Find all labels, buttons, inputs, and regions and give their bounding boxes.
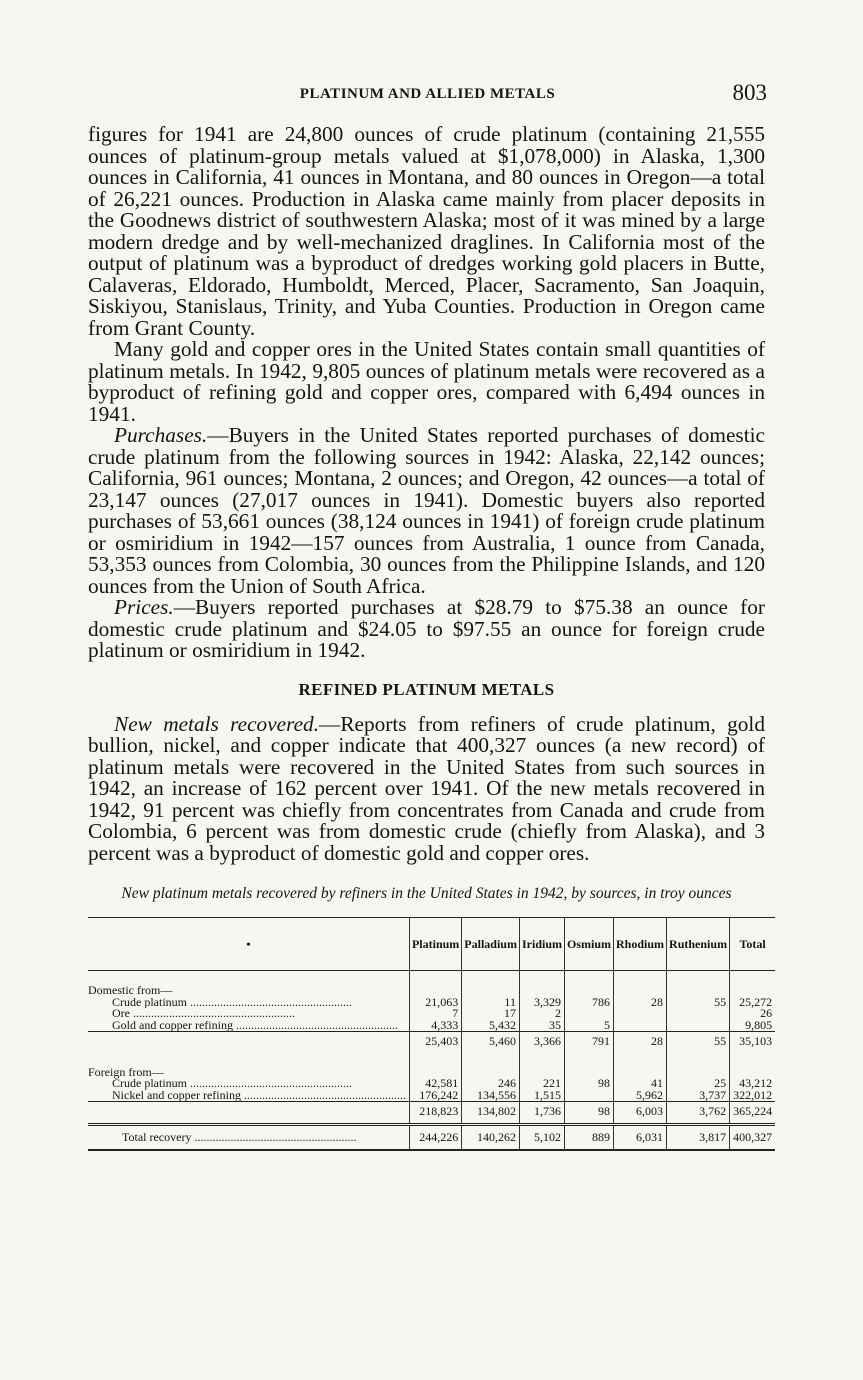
table-cell: 9,805 [730,1020,776,1032]
table-cell: 365,224 [730,1102,776,1125]
table-cell: 28 [614,997,667,1009]
table-cell: 176,242 [409,1090,461,1102]
new-metals-text: —Reports from refiners of crude platinum, gold bullion, nickel, and copper indicate that 400,327 ounces (a new record) of platinum metals were recovered in the United States from such sources in 1942, an increase of 162 percent over 1941. Of the new metals recovered in 1942, 91 percent was chiefly from concentrates from Canada and crude from Colombia, 6 percent was from domestic crude (chiefly from Alaska), and 3 percent was a byproduct of domestic gold and copper ores. [88,711,765,865]
table-cell: 786 [565,997,614,1009]
row-label: Crude platinum ..... [88,997,409,1009]
recovery-table [88,917,775,1151]
table-cell: 35 [519,1020,564,1032]
table-cell: 134,556 [462,1090,520,1102]
stub-header: • [88,918,409,971]
table-cell: 26 [730,1008,776,1020]
table-cell: 7 [409,1008,461,1020]
table-cell: 35,103 [730,1032,776,1053]
table-cell: 1,736 [519,1102,564,1125]
body-text [88,122,773,1151]
table-row [88,1090,775,1102]
table-cell: 41 [614,1078,667,1090]
table-cell: 218,823 [409,1102,461,1125]
table-header-row [88,918,775,971]
table-cell: 3,329 [519,997,564,1009]
group-label: Foreign from— [88,1064,164,1079]
paragraph-2: Many gold and copper ores in the United States contain small quantities of platinum metals. In 1942, 9,805 ounces of platinum metals were recovered as a byproduct of refining gold and copper ores, compared with 6,494 ounces in 1941. [88,337,765,426]
table-cell: 5,102 [519,1124,564,1150]
paragraph-purchases [88,425,765,597]
table-cell: 221 [519,1078,564,1090]
paragraph-1: figures for 1941 are 24,800 ounces of crude platinum (containing 21,555 ounces of platinum-group metals valued at $1,078,000) in Alaska, 1,300 ounces in California, 41 ounces in Montana, and 80 ounces in Oregon—a total of 26,221 ounces. Production in Alaska came mainly from placer deposits in the Goodnews district of southwestern Alaska; most of it was mined by a large modern dredge and by well-mechanized draglines. In California most of the output of platinum was a byproduct of dredges working gold placers in Butte, Calaveras, Eldorado, Humboldt, Merced, Placer, Sacramento, San Joaquin, Siskiyou, Stanislaus, Trinity, and Yuba Counties. Production in Oregon came from Grant County. [88,122,765,340]
new-metals-lead: New metals recovered. [114,711,320,736]
table-cell: 28 [614,1032,667,1053]
table-cell: 25,403 [409,1032,461,1053]
table-cell: 55 [667,997,730,1009]
table-cell: 6,031 [614,1124,667,1150]
group-label: Domestic from— [88,983,173,997]
table-cell: 1,515 [519,1090,564,1102]
table-cell: 98 [565,1078,614,1090]
table-caption: New platinum metals recovered by refiners in the United States in 1942, by sources, in troy ounces [121,885,732,902]
table-cell [565,1090,614,1102]
table-cell [667,1008,730,1020]
table-row [88,1053,775,1079]
page-number: 803 [732,80,767,105]
table-row [88,997,775,1009]
table-cell: 400,327 [730,1124,776,1150]
table-cell: 43,212 [730,1078,776,1090]
table-cell: 5,432 [462,1020,520,1032]
page-header [88,80,767,108]
table-row [88,971,775,997]
table-cell: 889 [565,1124,614,1150]
section-heading: REFINED PLATINUM METALS [298,679,555,699]
row-label: Total recovery ..... [88,1124,409,1150]
table-cell: 3,737 [667,1090,730,1102]
table-cell [614,1020,667,1032]
prices-lead: Prices. [114,595,174,619]
table-cell: 246 [462,1078,520,1090]
col-header: Total [730,918,776,971]
table-cell: 55 [667,1032,730,1053]
table-cell: 6,003 [614,1102,667,1125]
paragraph-new-metals [88,711,765,865]
table-cell: 4,333 [409,1020,461,1032]
table-cell: 42,581 [409,1078,461,1090]
total-row [88,1124,775,1150]
table-cell: 3,366 [519,1032,564,1053]
table-cell: 11 [462,997,520,1009]
table-cell: 5,460 [462,1032,520,1053]
table-cell: 98 [565,1102,614,1125]
col-header: Iridium [519,918,564,971]
running-head: PLATINUM AND ALLIED METALS [299,86,556,102]
row-label: Nickel and copper refining ..... [88,1090,409,1102]
col-header: Palladium [462,918,520,971]
col-header: Ruthenium [667,918,730,971]
table-cell [614,1008,667,1020]
row-label: Ore ..... [88,1008,409,1020]
table-cell: 5,962 [614,1090,667,1102]
table-cell: 791 [565,1032,614,1053]
table-cell: 134,802 [462,1102,520,1125]
table-cell: 3,762 [667,1102,730,1125]
row-label: Gold and copper refining ..... [88,1020,409,1032]
subtotal-row [88,1102,775,1125]
table-cell: 2 [519,1008,564,1020]
table-cell [667,1020,730,1032]
table-cell: 244,226 [409,1124,461,1150]
table-cell: 3,817 [667,1124,730,1150]
col-header: Rhodium [614,918,667,971]
prices-text: —Buyers reported purchases at $28.79 to $75.38 an ounce for domestic crude platinum and $24.05 to $97.55 an ounce for foreign crude platinum or osmiridium in 1942. [88,595,765,662]
purchases-text: —Buyers in the United States reported purchases of domestic crude platinum from the following sources in 1942: Alaska, 22,142 ounces; California, 961 ounces; Montana, 2 ounces; and Oregon, 42 ounces—a total of 23,147 ounces (27,017 ounces in 1941). Domestic buyers also reported purchases of 53,661 ounces (38,124 ounces in 1941) of foreign crude platinum or osmiridium in 1942—157 ounces from Australia, 1 ounce from Canada, 53,353 ounces from Colombia, 30 ounces from the Philippine Islands, and 120 ounces from the Union of South Africa. [88,423,765,598]
paragraph-prices [88,597,765,662]
table-cell: 140,262 [462,1124,520,1150]
col-header: Platinum [409,918,461,971]
subtotal-row [88,1032,775,1053]
table-cell: 17 [462,1008,520,1020]
table-cell: 25 [667,1078,730,1090]
table-cell: 21,063 [409,997,461,1009]
table-cell: 5 [565,1020,614,1032]
table-cell: 25,272 [730,997,776,1009]
col-header: Osmium [565,918,614,971]
table-cell: 322,012 [730,1090,776,1102]
table-row [88,1020,775,1032]
row-label: Crude platinum ..... [88,1078,409,1090]
purchases-lead: Purchases. [114,423,208,447]
